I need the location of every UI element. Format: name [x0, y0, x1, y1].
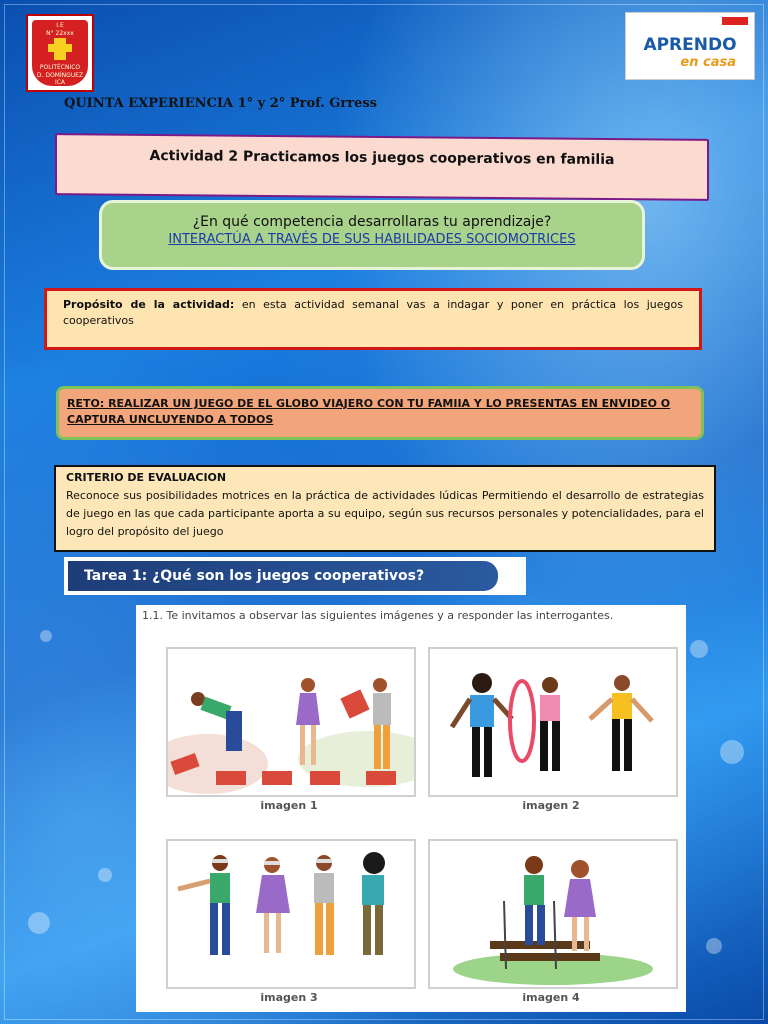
- aprendo-logo-subtitle: en casa: [680, 55, 736, 70]
- tarea-banner: [64, 557, 526, 595]
- school-logo: [26, 14, 94, 92]
- school-cross-bar: [48, 44, 72, 52]
- aprendo-en-casa-logo: [625, 12, 755, 80]
- images-panel: [136, 605, 686, 1012]
- decor-bubble: [98, 868, 112, 882]
- purpose-box: [44, 288, 702, 350]
- competence-box: [99, 200, 645, 270]
- decor-bubble: [720, 740, 744, 764]
- criterio-text: Reconoce sus posibilidades motrices en la práctica de actividades lúdicas Permitiendo el desarrollo de estrategias de juego en las que cada participante aporta a su equipo, según sus recursos personales y potencialidades, para el logro del propósito del juego: [66, 489, 704, 538]
- illustration-stepping-blocks: [166, 647, 416, 797]
- competence-question: ¿En qué competencia desarrollaras tu aprendizaje?: [192, 214, 552, 230]
- illustration-hoop-chain: [428, 647, 678, 797]
- school-logo-text: D. DOMÍNGUEZ: [36, 72, 84, 79]
- activity-title: Actividad 2 Practicamos los juegos cooperativos en familia: [149, 147, 615, 169]
- image-caption: imagen 1: [260, 799, 318, 812]
- tarea-title: Tarea 1: ¿Qué son los juegos cooperativos?: [68, 561, 498, 591]
- purpose-label: Propósito de la actividad:: [63, 298, 235, 311]
- aprendo-logo-title: APRENDO: [643, 35, 737, 55]
- activity-title-box: [55, 133, 709, 201]
- images-intro: 1.1. Te invitamos a observar las siguientes imágenes y a responder las interrogantes.: [142, 609, 614, 622]
- decor-bubble: [28, 912, 50, 934]
- reto-box: [56, 386, 704, 440]
- image-caption: imagen 2: [522, 799, 580, 812]
- decor-bubble: [690, 640, 708, 658]
- school-logo-text: ICA: [54, 79, 66, 86]
- school-logo-text: I.E: [56, 22, 64, 29]
- illustration-stilts: [428, 839, 678, 989]
- image-caption: imagen 4: [522, 991, 580, 1004]
- decor-bubble: [40, 630, 52, 642]
- competence-link[interactable]: INTERACTÚA A TRAVÉS DE SUS HABILIDADES SOCIOMOTRICES: [168, 232, 576, 247]
- school-logo-text: POLITÉCNICO: [39, 64, 81, 71]
- reto-text: RETO: REALIZAR UN JUEGO DE EL GLOBO VIAJERO CON TU FAMIIA Y LO PRESENTAS EN ENVIDEO O CAPTURA UNCLUYENDO A TODOS: [67, 397, 671, 426]
- image-caption: imagen 3: [260, 991, 318, 1004]
- decor-bubble: [706, 938, 722, 954]
- page-header: QUINTA EXPERIENCIA 1° y 2° Prof. Grress: [64, 96, 378, 111]
- illustration-blindfold-line: [166, 839, 416, 989]
- purpose-text: en esta actividad semanal vas a indagar y poner en práctica los juegos cooperativos: [63, 298, 683, 327]
- peru-flag-icon: [722, 17, 748, 25]
- school-logo-text: N° 22xxx: [46, 30, 74, 37]
- criterio-heading: CRITERIO DE EVALUACION: [66, 471, 227, 484]
- criterio-box: [54, 465, 716, 552]
